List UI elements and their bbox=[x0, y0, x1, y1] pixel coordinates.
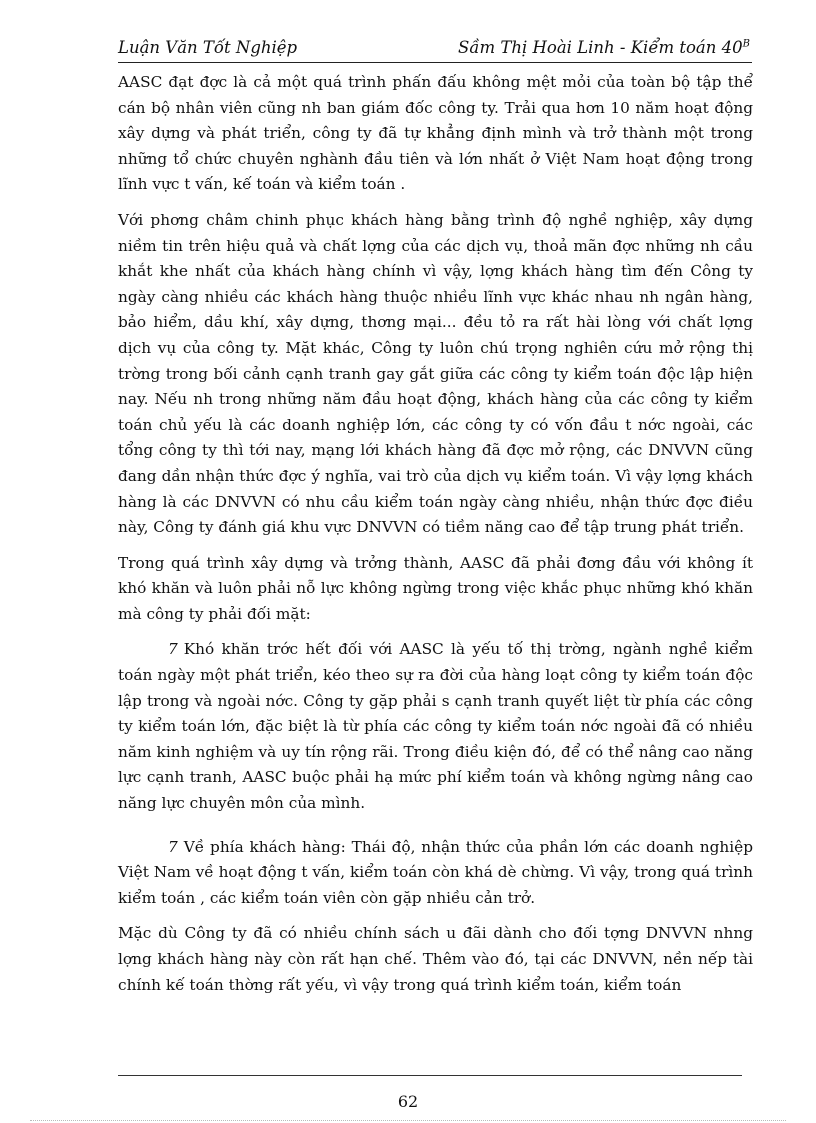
bullet-item-2 bbox=[118, 835, 753, 912]
page-header bbox=[118, 34, 752, 63]
paragraph-3: Trong quá trình xây dựng và trởng thành, AASC đã phải đơng đầu với không ít khó khăn và luôn phải nỗ lực không ngừng trong việc khắc phục những khó khăn mà công ty phải đối mặt: bbox=[118, 553, 753, 623]
header-author-superscript: B bbox=[742, 38, 750, 50]
bullet-text: Về phía khách hàng: Thái độ, nhận thức của phần lớn các doanh nghiệp Việt Nam về hoạt động t vấn, kiểm toán còn khá dè chừng. Vì vậy, trong quá trình kiểm toán , các kiểm toán viên còn gặp nhiều cản trở. bbox=[118, 837, 753, 907]
paragraph-closing: Mặc dù Công ty đã có nhiều chính sách u đãi dành cho đối tợng DNVVN nhng lợng khách hàng này còn rất hạn chế. Thêm vào đó, tại các DNVVN, nền nếp tài chính kế toán thờng rất yếu, vì vậy trong quá trình kiểm toán, kiểm toán bbox=[118, 924, 753, 994]
paragraph-1: AASC đạt đợc là cả một quá trình phấn đấu không mệt mỏi của toàn bộ tập thể cán bộ nhân viên cũng nh ban giám đốc công ty. Trải qua hơn 10 năm hoạt động xây dựng và phát triển, công ty đã tự khẳng định mình và trở thành một trong những tổ chức chuyên nghành đầu tiên và lớn nhất ở Việt Nam hoạt động trong lĩnh vực t vấn, kế toán và kiểm toán . bbox=[118, 73, 753, 194]
bullet-item-1 bbox=[118, 637, 753, 816]
bullet-text: Khó khăn trớc hết đối với AASC là yếu tố thị trờng, ngành nghề kiểm toán ngày một phát triển, kéo theo sự ra đời của hàng loạt công ty kiểm toán độc lập trong và ngoài nớc. Công ty gặp phải s cạnh tranh quyết liệt từ phía các công ty kiểm toán lớn, đặc biệt là từ phía các công ty kiểm toán nớc ngoài đã có nhiều năm kinh nghiệm và uy tín rộng rãi. Trong điều kiện đó, để có thể nâng cao năng lực cạnh tranh, AASC buộc phải hạ mức phí kiểm toán và không ngừng nâng cao năng lực chuyên môn của mình. bbox=[118, 640, 753, 813]
header-thesis-title: Luận Văn Tốt Nghiệp bbox=[118, 38, 298, 57]
page-bottom-border bbox=[30, 1120, 786, 1121]
header-author: Sầm Thị Hoài Linh - Kiểm toán $40^B$ bbox=[458, 38, 750, 57]
page-number: 62 bbox=[397, 1092, 419, 1111]
bullet-mark: 7 bbox=[168, 640, 178, 659]
paragraph-2: Với phơng châm chinh phục khách hàng bằng trình độ nghề nghiệp, xây dựng niềm tin trên hiệu quả và chất lợng của các dịch vụ, thoả mãn đợc những nh cầu khắt khe nhất của khách hàng chính vì vậy, lợng khách hàng tìm đến Công ty ngày càng nhiều các khách hàng thuộc nhiều lĩnh vực khác nhau nh ngân hàng, bảo hiểm, dầu khí, xây dựng, thơng mại... đều tỏ ra rất hài lòng với chất lợng dịch vụ của công ty. Mặt khác, Công ty luôn chú trọng nghiên cứu mở rộng thị trờng trong bối cảnh cạnh tranh gay gắt giữa các công ty kiểm toán độc lập hiện nay. Nếu nh trong những năm đầu hoạt động, khách hàng của các công ty kiểm toán chủ yếu là các doanh nghiệp lớn, các công ty có vốn đầu t nớc ngoài, các tổng công ty thì tới nay, mạng lới khách hàng đã đợc mở rộng, các DNVVN cũng đang dần nhận thức đợc ý nghĩa, vai trò của dịch vụ kiểm toán. Vì vậy lợng khách hàng là các DNVVN có nhu cầu kiểm toán ngày càng nhiều, nhận thức đợc điều này, Công ty đánh giá khu vực DNVVN có tiềm năng cao để tập trung phát triển. bbox=[118, 210, 753, 537]
page-body bbox=[118, 70, 753, 1008]
footer-divider bbox=[118, 1075, 742, 1076]
bullet-mark: 7 bbox=[168, 837, 178, 856]
